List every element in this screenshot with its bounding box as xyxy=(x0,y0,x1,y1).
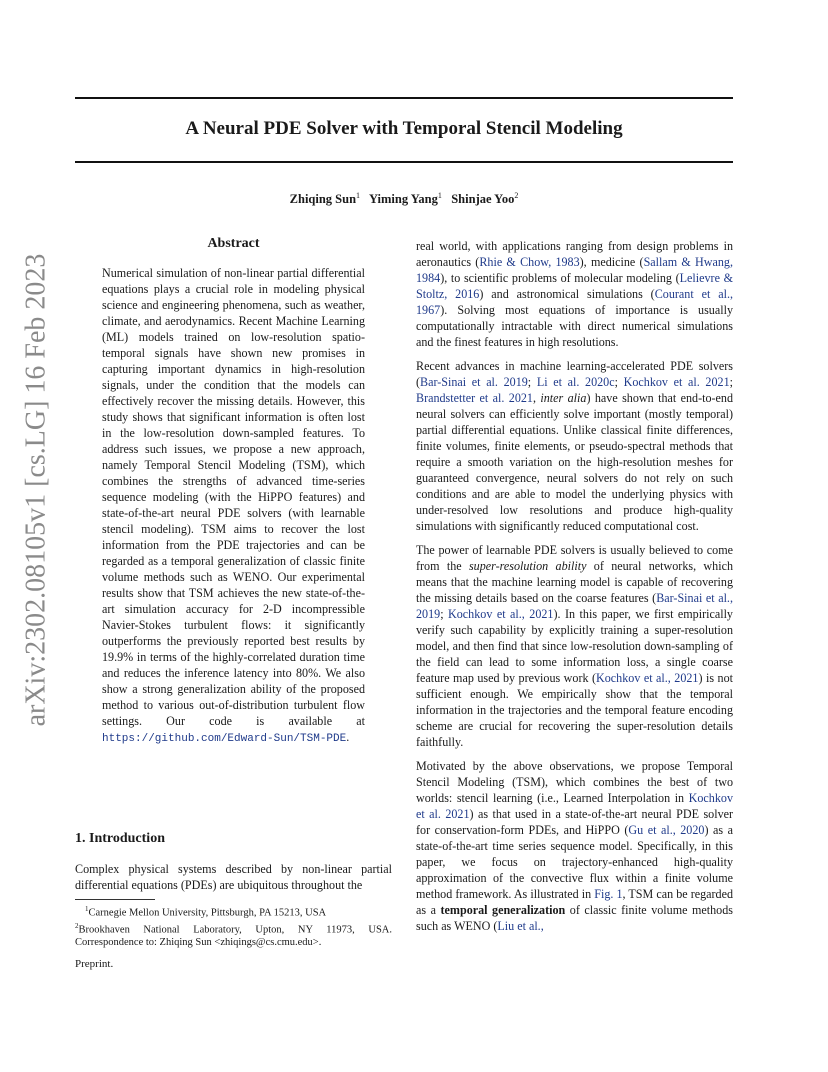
text: ) as a state-of-the-art time series sequence model. Specifically, in this paper, we focus on trajectory-enhanced high-quality approximation of the convective flux within a finite volume method framework. As illustrated in xyxy=(416,823,733,901)
footnote-affiliation-1: Carnegie Mellon University, Pittsburgh, PA 15213, USA xyxy=(88,907,327,919)
paper-title: A Neural PDE Solver with Temporal Stencil Modeling xyxy=(185,118,623,139)
text: ) as that used in a state-of-the-art neural PDE solver for conservation-form PDEs, and HiPPO ( xyxy=(416,807,734,837)
section-heading-introduction: 1. Introduction xyxy=(75,831,165,846)
citation-link[interactable]: Brandstetter et al. 2021 xyxy=(416,391,533,405)
author-name: Zhiqing Sun xyxy=(289,192,357,207)
emphasis: super-resolution ability xyxy=(468,559,587,573)
text: The power of learnable PDE solvers is usually believed to come from the xyxy=(416,543,733,573)
citation-link[interactable]: Kochkov et al. 2021 xyxy=(416,791,733,821)
text: ; xyxy=(614,375,624,389)
abstract-text: Numerical simulation of non-linear partial differential equations plays a crucial role in modeling physical science and engineering phenomena, such as weather, climate, and aerodynamics. Recent Machine Learning (ML) models trained on low-resolution spatio-temporal signals have shown new promises in capturing important dynamics in high-resolution signals, under the condition that the models can effectively recover the missing details. However, this study shows that significant information is often lost in the low-resolution down-sampled features. To address such issues, we propose a new approach, namely Temporal Stencil Modeling (TSM), which combines the strengths of advanced time-series sequence modeling (with the HiPPO features) and state-of-the-art neural PDE solvers (with learnable stencil modeling). TSM aims to recover the lost information from the PDE trajectories and can be regarded as a temporal generalization of classic finite volume methods such as WENO. Our experimental results show that TSM achieves the new state-of-the-art simulation accuracy for 2-D incompressible Navier-Stokes turbulent flows: it significantly outperforms the previously reported best results by 19.9% in terms of the highly-correlated duration time and reduces the inference latency into 80%. We also show a strong generalization ability of the proposed method to various out-of-distribution turbulent flow settings. Our code is available at xyxy=(102,266,365,728)
citation-link[interactable]: Sallam & Hwang, 1984 xyxy=(416,255,734,285)
paragraph xyxy=(416,238,733,350)
footnote-mark: 2 xyxy=(75,921,79,930)
citation-link[interactable]: Kochkov et al., 2021 xyxy=(448,607,554,621)
paragraph xyxy=(416,542,733,750)
abstract-end: . xyxy=(346,730,350,744)
footnote-mark: 1 xyxy=(85,905,89,913)
affiliation-mark: 2 xyxy=(514,191,519,200)
affiliation-mark: 1 xyxy=(437,191,442,200)
text: ) have shown that end-to-end neural solvers can efficiently solve important (mostly temporal) partial differential equations. Unlike classical finite differences, finite volumes, finite elements, or pseudo-spectral methods that require a smooth variation on the high-resolution meshes for guaranteed convergence, neural solvers do not rely on such conditions and are able to model the underlying physics with under-resolved low resolutions and produce high-quality simulations with significantly reduced computational cost. xyxy=(416,391,733,533)
right-column xyxy=(416,238,733,934)
citation-link[interactable]: Kochkov et al. 2021 xyxy=(623,375,730,389)
text: ) is not sufficient enough. We empirically show that the temporal information in the trajectories and the temporal feature encoding scheme are crucial for recovering the super-resolution details faithfully. xyxy=(416,671,733,749)
citation-link[interactable]: Lelievre & Stoltz, 2016 xyxy=(416,271,733,301)
text: ), to scientific problems of molecular modeling ( xyxy=(440,271,680,285)
text: ; xyxy=(527,375,537,389)
intro-paragraph xyxy=(75,861,392,893)
text: of classic finite volume methods such as WENO ( xyxy=(416,903,733,933)
citation-link[interactable]: Gu et al., 2020 xyxy=(628,823,705,837)
author-list xyxy=(75,191,733,207)
citation-link[interactable]: Bar-Sinai et al. 2019 xyxy=(420,375,528,389)
citation-link[interactable]: Courant et al., 1967 xyxy=(416,287,733,317)
intro-text: Complex physical systems described by non-linear partial differential equations (PDEs) are ubiquitous throughout the xyxy=(75,862,392,892)
abstract-body xyxy=(102,265,365,747)
text: Motivated by the above observations, we propose Temporal Stencil Modeling (TSM), which combines the best of two worlds: stencil learning (i.e., Learned Interpolation in xyxy=(416,759,733,805)
citation-link[interactable]: Li et al. 2020c xyxy=(536,375,615,389)
text: Recent advances in machine learning-accelerated PDE solvers ( xyxy=(416,359,733,389)
text: ). In this paper, we first empirically verify such capability by explicitly training a super-resolution model, and then find that since low-resolution down-sampling of the field can lead to some information loss, a single coarse feature map used by previous work ( xyxy=(416,607,733,685)
text: ), medicine ( xyxy=(579,255,644,269)
footnote-affiliation-2: Brookhaven National Laboratory, Upton, NY 11973, USA. Correspondence to: Zhiqing Sun <zhiqings@cs.cmu.edu>. xyxy=(75,924,392,948)
top-rule xyxy=(75,97,733,99)
text: ) and astronomical simulations ( xyxy=(479,287,655,301)
abstract-heading: Abstract xyxy=(207,236,260,251)
text: of neural networks, which means that the machine learning model is capable of recovering the missing details based on the coarse features ( xyxy=(416,559,733,605)
arxiv-identifier: arXiv:2302.08105v1 [cs.LG] 16 Feb 2023 xyxy=(20,253,52,727)
citation-link[interactable]: Liu et al., xyxy=(497,919,544,933)
preprint-label: Preprint. xyxy=(75,958,114,970)
text: ). Solving most equations of importance is usually computationally intractable with direct numerical simulations and the finest features in high resolutions. xyxy=(416,303,733,349)
author-name: Shinjae Yoo xyxy=(451,192,515,207)
affiliation-mark: 1 xyxy=(356,191,361,200)
text: ; xyxy=(729,375,733,389)
paragraph xyxy=(416,358,733,534)
citation-link[interactable]: Bar-Sinai et al., 2019 xyxy=(416,591,733,621)
bold-text: temporal generalization xyxy=(440,903,566,917)
arxiv-side-stamp xyxy=(16,253,56,727)
emphasis: inter alia xyxy=(540,391,587,405)
title-rule xyxy=(75,161,733,163)
code-link[interactable]: https://github.com/Edward-Sun/TSM-PDE xyxy=(102,733,347,745)
text: , TSM can be regarded as a xyxy=(416,887,734,917)
text: real world, with applications ranging from design problems in aeronautics ( xyxy=(416,239,733,269)
text: ; xyxy=(440,607,449,621)
citation-link[interactable]: Kochkov et al., 2021 xyxy=(596,671,699,685)
paragraph xyxy=(416,758,733,934)
citation-link[interactable]: Rhie & Chow, 1983 xyxy=(479,255,580,269)
text: , xyxy=(532,391,541,405)
figure-reference-link[interactable]: Fig. 1 xyxy=(594,887,623,901)
author-name: Yiming Yang xyxy=(368,192,438,207)
footnotes xyxy=(75,903,392,949)
footnote-rule xyxy=(75,899,155,900)
